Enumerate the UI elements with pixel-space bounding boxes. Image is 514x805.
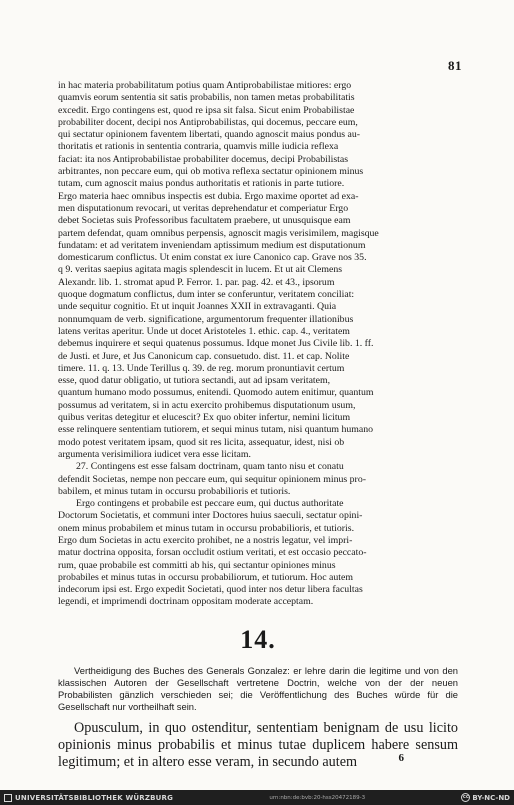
text-line: quamvis eorum sententia sit satis probabilis, non tamen metas probabilitatis <box>58 92 355 104</box>
text-line: quantum humano modo possumus, enitendi. Quomodo autem enitimur, quantum <box>58 387 374 399</box>
library-name: UNIVERSITÄTSBIBLIOTHEK WÜRZBURG <box>15 793 174 802</box>
text-line: fundatam: et ad veritatem inveniendam aptissimum medium est disputationum <box>58 239 366 251</box>
text-line: nonnumquam de verb. significatione, argumentorum frequenter illationibus <box>58 313 354 325</box>
text-line: unde sequitur cognitio. Et ut inquit Joannes XXII in extravaganti. Quia <box>58 301 337 313</box>
text-line: quoque dogmatum conflictus, dum inter se conferuntur, veritatem conciliat: <box>58 289 355 301</box>
chapter-opening-paragraph: Opusculum, in quo ostenditur, sententiam benignam de usu licito opinionis minus probabilis et minus tutae duplicem habere sensum legitimum; et in altero esse veram, in secundo autem <box>58 719 458 771</box>
text-line: excedit. Ergo contingens est, quod re ipsa sit falsa. Sicut enim Probabilistae <box>58 104 355 116</box>
text-line: esse relinquere sententiam tutiorem, et sequi minus tutam, nisi quantum humano <box>58 424 374 436</box>
text-line: Ergo contingens et probabile est peccare eum, qui ductus authoritate <box>76 498 344 510</box>
text-line: defendit Societas, nempe non peccare eum, qui sequitur opinionem minus pro- <box>58 473 366 485</box>
license-text: BY-NC-ND <box>472 793 510 802</box>
page-content <box>58 80 458 772</box>
signature-mark: 6 <box>398 752 404 764</box>
text-line: babilem, et minus tutam in occursu probabilioris et tutioris. <box>58 485 291 497</box>
text-line: modo potest veritatem ipsam, quod sit res licita, assequatur, idest, nisi ob <box>58 436 345 448</box>
text-line: argumenta verisimiliora iudicet vera esse licitam. <box>58 448 251 460</box>
text-line: de Justi. et Jure, et Jus Canonicum cap. consuetudo. dist. 11. et cap. Nolite <box>58 350 350 362</box>
text-line: possumus ad veritatem, si in actu exercito prohibemus disputationum usum, <box>58 399 356 411</box>
library-credit <box>4 794 173 802</box>
text-line: tutam, cum agnoscit maius pondus authoritatis et rationis in parte tutiore. <box>58 178 345 190</box>
text-line: domesticarum conflictus. Ut enim constat ex iure Canonico cap. Grave nos 35. <box>58 252 367 264</box>
paragraph-ergo <box>58 498 458 609</box>
text-line: thoritatis et rationis in sententia contraria, quamvis mille iudicia reflexa <box>58 141 339 153</box>
text-line: Ergo dum Societas in actu exercito prohibet, ne a nostris legatur, vel impri- <box>58 534 353 546</box>
text-line: Doctorum Societatis, et communi inter Doctores huius saeculi, sectatur opini- <box>58 510 363 522</box>
text-line: Ergo materia haec omnibus inspectis est dubia. Ergo maxime oportet ad exa- <box>58 190 359 202</box>
text-line: debemus inquirere et sequi quatenus possumus. Idque monet Jus Civile lib. 1. ff. <box>58 338 374 350</box>
text-line: onem minus probabilem et minus tutam in occursu probabilioris, et tutioris. <box>58 522 355 534</box>
text-line: quibus veritas detegitur et elucescit? Ex quo obiter infertur, nemini licitum <box>58 412 351 424</box>
text-line: latens veritas aperitur. Unde ut docet Aristoteles 1. ethic. cap. 4., veritatem <box>58 325 350 337</box>
text-line: probabiles et minus tutas in occursu probabiliorum, et tutiorum. Hoc autem <box>58 571 353 583</box>
text-line: men disputationum revocari, ut veritas deprehendatur et comperiatur Ergo <box>58 202 349 214</box>
text-line: arbitrantes, non peccare eum, qui ob motiva reflexa sectatur opinionem minus <box>58 166 364 178</box>
library-logo-icon <box>4 794 12 802</box>
text-line: 27. Contingens est esse falsam doctrinam, quam tanto nisu et conatu <box>76 461 344 473</box>
text-line: Alexandr. lib. 1. stromat apud P. Ferror. 1. par. pag. 42. et 43., ipsorum <box>58 276 335 288</box>
text-line: indecorum ipsi est. Ergo expedit Societati, quod inter nos detur libera facultas <box>58 584 363 596</box>
chapter-summary: Vertheidigung des Buches des Generals Gonzalez: er lehre darin die legitime und von den klassischen Autoren der Gesellschaft vertretene Doctrin, welche von der der neuen Probabilisten gänzlich verschieden sei; die Veröffentlichung des Buches würde für die Gesellschaft nur vortheilhaft sein. <box>58 664 458 713</box>
text-line: qui sectatur opinionem faventem libertati, quando agnoscit maius pondus au- <box>58 129 360 141</box>
text-line: esse, quod datur obligatio, ut tutiora sectandi, aut ad ipsam veritatem, <box>58 375 331 387</box>
text-line: probabiliter docent, decipi nos Antiprobabilistas, qui docemus, peccare eum, <box>58 116 358 128</box>
text-line: faciat: ita nos Antiprobabilistae probabiliter docemus, decipi Probabilistas <box>58 153 349 165</box>
footer-bar <box>0 790 514 805</box>
body-paragraph <box>58 80 458 461</box>
text-line: legendi, et imprimendi doctrinam oppositam moderate acceptam. <box>58 596 314 608</box>
text-line: in hac materia probabilitatum potius quam Antiprobabilistae mitiores: ergo <box>58 80 352 91</box>
text-line: debet Societas suis Professoribus facultatem praebere, ut unusquisque eam <box>58 215 351 227</box>
text-line: timere. 11. q. 13. Unde Terillus q. 39. de reg. morum pronuntiavit certum <box>58 362 345 374</box>
page-number: 81 <box>448 58 462 73</box>
text-line: q 9. veritas saepius agitata magis splendescit in lucem. Et ut ait Clemens <box>58 264 343 276</box>
text-line: partem defendat, quam omnibus perpensis, agnoscit magis verisimilem, magisque <box>58 227 379 239</box>
creative-commons-icon: cc <box>462 794 469 800</box>
urn-identifier: urn:nbn:de:bvb:20-hss20472189-3 <box>269 794 366 801</box>
text-line: rum, quae probabile est committi ab his, qui sectantur opiniones minus <box>58 559 336 571</box>
paragraph-27 <box>58 461 458 498</box>
license-badge <box>461 793 510 802</box>
chapter-number: 14. <box>240 624 276 654</box>
text-line: matur doctrina opposita, forsan occludit ostium veritati, et est occasio peccato- <box>58 547 367 559</box>
